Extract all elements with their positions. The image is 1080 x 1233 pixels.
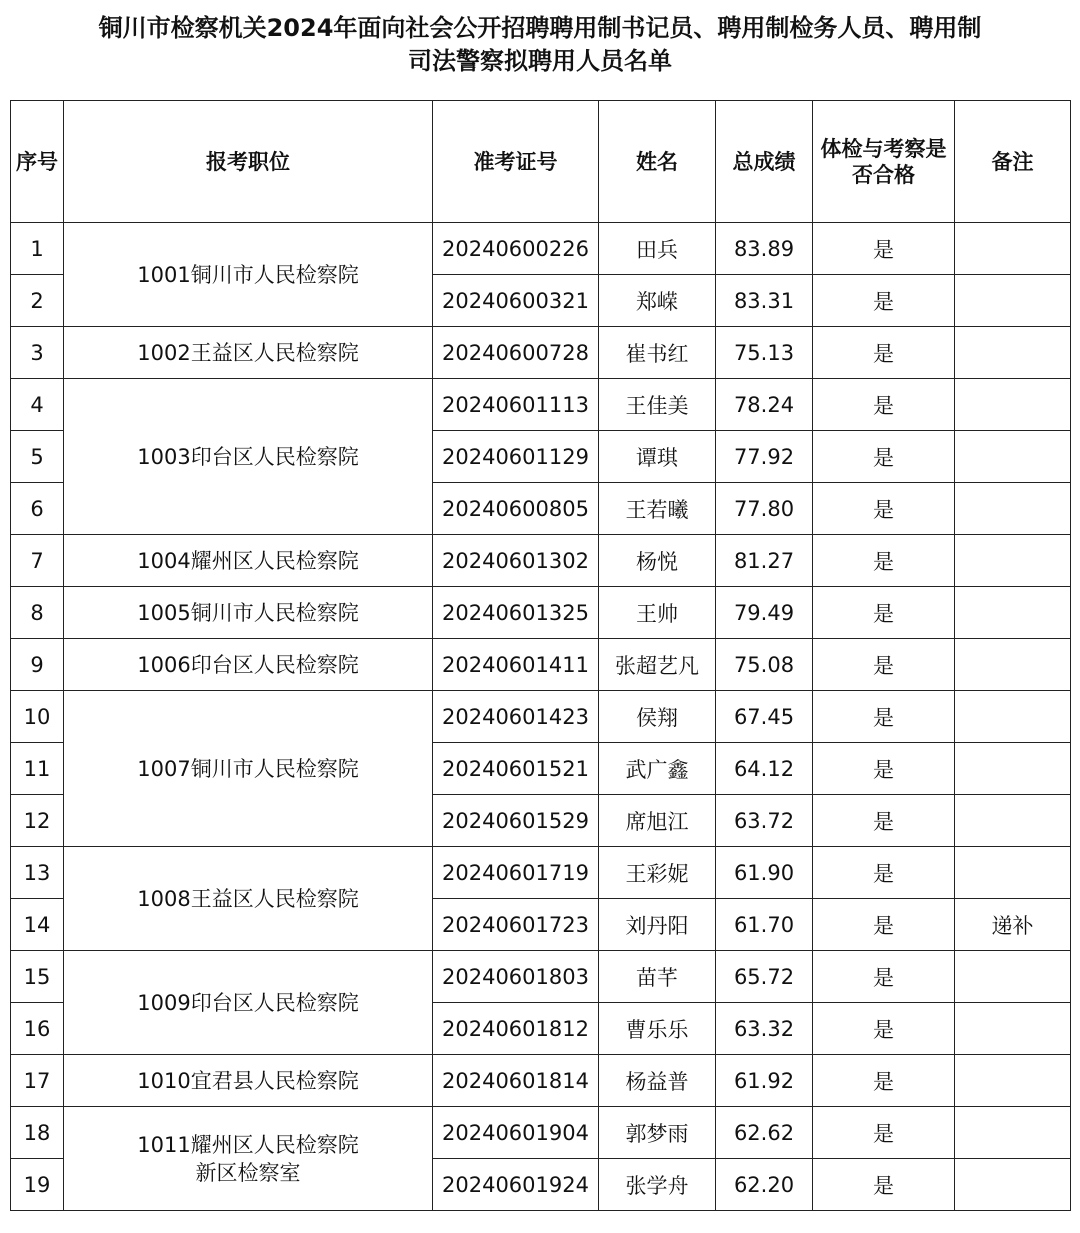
qualified-cell: 是 — [813, 535, 955, 587]
score-cell: 83.31 — [716, 275, 813, 327]
score-cell: 83.89 — [716, 223, 813, 275]
qualified-cell: 是 — [813, 899, 955, 951]
qualified-cell: 是 — [813, 587, 955, 639]
exam-id-cell: 20240601812 — [433, 1003, 599, 1055]
name-cell: 张超艺凡 — [599, 639, 716, 691]
qualified-cell: 是 — [813, 1055, 955, 1107]
position-label: 1011耀州区人民检察院 — [137, 1132, 359, 1157]
header-exam-id: 准考证号 — [433, 101, 599, 223]
qualified-cell: 是 — [813, 639, 955, 691]
score-cell: 62.20 — [716, 1159, 813, 1211]
qualified-cell: 是 — [813, 275, 955, 327]
exam-id-cell: 20240601529 — [433, 795, 599, 847]
position-label: 1006印台区人民检察院 — [137, 652, 359, 677]
score-cell: 63.72 — [716, 795, 813, 847]
position-cell — [64, 587, 433, 639]
table-row — [11, 847, 1071, 899]
title-line-2: 司法警察拟聘用人员名单 — [408, 47, 672, 75]
qualified-cell: 是 — [813, 1159, 955, 1211]
position-label: 1003印台区人民检察院 — [137, 444, 359, 469]
candidate-table — [10, 100, 1071, 1211]
seq-cell: 2 — [11, 275, 64, 327]
position-label: 1009印台区人民检察院 — [137, 990, 359, 1015]
exam-id-cell: 20240601325 — [433, 587, 599, 639]
seq-cell: 3 — [11, 327, 64, 379]
table-row — [11, 587, 1071, 639]
position-label: 新区检察室 — [195, 1160, 301, 1185]
name-cell: 张学舟 — [599, 1159, 716, 1211]
score-cell: 67.45 — [716, 691, 813, 743]
position-cell — [64, 1055, 433, 1107]
seq-cell: 13 — [11, 847, 64, 899]
score-cell: 75.08 — [716, 639, 813, 691]
seq-cell: 11 — [11, 743, 64, 795]
seq-cell: 10 — [11, 691, 64, 743]
header-remark: 备注 — [955, 101, 1071, 223]
qualified-cell: 是 — [813, 327, 955, 379]
score-cell: 81.27 — [716, 535, 813, 587]
remark-cell — [955, 327, 1071, 379]
position-label: 1005铜川市人民检察院 — [137, 600, 359, 625]
position-label: 1002王益区人民检察院 — [137, 340, 359, 365]
seq-cell: 18 — [11, 1107, 64, 1159]
name-cell: 王彩妮 — [599, 847, 716, 899]
seq-cell: 9 — [11, 639, 64, 691]
exam-id-cell: 20240600805 — [433, 483, 599, 535]
exam-id-cell: 20240600226 — [433, 223, 599, 275]
remark-cell — [955, 1107, 1071, 1159]
position-cell — [64, 639, 433, 691]
exam-id-cell: 20240601113 — [433, 379, 599, 431]
name-cell: 曹乐乐 — [599, 1003, 716, 1055]
name-cell: 郭梦雨 — [599, 1107, 716, 1159]
header-position: 报考职位 — [64, 101, 433, 223]
remark-cell — [955, 795, 1071, 847]
name-cell: 侯翔 — [599, 691, 716, 743]
qualified-cell: 是 — [813, 743, 955, 795]
exam-id-cell: 20240601129 — [433, 431, 599, 483]
exam-id-cell: 20240601723 — [433, 899, 599, 951]
seq-cell: 1 — [11, 223, 64, 275]
remark-cell — [955, 535, 1071, 587]
table-row — [11, 223, 1071, 275]
header-score: 总成绩 — [716, 101, 813, 223]
table-row — [11, 1055, 1071, 1107]
qualified-cell: 是 — [813, 951, 955, 1003]
name-cell: 郑嵘 — [599, 275, 716, 327]
seq-cell: 17 — [11, 1055, 64, 1107]
page-title — [0, 12, 1080, 78]
exam-id-cell: 20240601302 — [433, 535, 599, 587]
score-cell: 79.49 — [716, 587, 813, 639]
remark-cell — [955, 639, 1071, 691]
score-cell: 64.12 — [716, 743, 813, 795]
seq-cell: 4 — [11, 379, 64, 431]
remark-cell — [955, 847, 1071, 899]
score-cell: 77.92 — [716, 431, 813, 483]
score-cell: 63.32 — [716, 1003, 813, 1055]
position-label: 1007铜川市人民检察院 — [137, 756, 359, 781]
position-label: 1004耀州区人民检察院 — [137, 548, 359, 573]
table-row — [11, 951, 1071, 1003]
remark-cell — [955, 431, 1071, 483]
qualified-cell: 是 — [813, 847, 955, 899]
name-cell: 席旭江 — [599, 795, 716, 847]
header-qualified-line2: 否合格 — [852, 162, 915, 187]
name-cell: 王帅 — [599, 587, 716, 639]
name-cell: 武广鑫 — [599, 743, 716, 795]
remark-cell — [955, 1159, 1071, 1211]
score-cell: 61.70 — [716, 899, 813, 951]
position-cell — [64, 535, 433, 587]
exam-id-cell: 20240601521 — [433, 743, 599, 795]
header-qualified — [813, 101, 955, 223]
seq-cell: 16 — [11, 1003, 64, 1055]
position-cell — [64, 847, 433, 951]
exam-id-cell: 20240601719 — [433, 847, 599, 899]
table-body — [11, 223, 1071, 1211]
remark-cell — [955, 743, 1071, 795]
name-cell: 王佳美 — [599, 379, 716, 431]
score-cell: 78.24 — [716, 379, 813, 431]
header-seq: 序号 — [11, 101, 64, 223]
table-row — [11, 535, 1071, 587]
name-cell: 刘丹阳 — [599, 899, 716, 951]
remark-cell — [955, 1055, 1071, 1107]
score-cell: 61.92 — [716, 1055, 813, 1107]
table-row — [11, 1107, 1071, 1159]
title-line-1: 铜川市检察机关2024年面向社会公开招聘聘用制书记员、聘用制检务人员、聘用制 — [98, 14, 982, 42]
seq-cell: 14 — [11, 899, 64, 951]
remark-cell — [955, 275, 1071, 327]
name-cell: 杨悦 — [599, 535, 716, 587]
remark-cell — [955, 1003, 1071, 1055]
position-label: 1010宜君县人民检察院 — [137, 1068, 359, 1093]
position-cell — [64, 1107, 433, 1211]
exam-id-cell: 20240601904 — [433, 1107, 599, 1159]
name-cell: 苗芊 — [599, 951, 716, 1003]
name-cell: 崔书红 — [599, 327, 716, 379]
remark-cell — [955, 223, 1071, 275]
exam-id-cell: 20240601814 — [433, 1055, 599, 1107]
position-cell — [64, 951, 433, 1055]
exam-id-cell: 20240601924 — [433, 1159, 599, 1211]
remark-cell — [955, 587, 1071, 639]
position-label: 1001铜川市人民检察院 — [137, 262, 359, 287]
qualified-cell: 是 — [813, 483, 955, 535]
exam-id-cell: 20240600728 — [433, 327, 599, 379]
score-cell: 62.62 — [716, 1107, 813, 1159]
score-cell: 65.72 — [716, 951, 813, 1003]
qualified-cell: 是 — [813, 691, 955, 743]
seq-cell: 6 — [11, 483, 64, 535]
remark-cell — [955, 951, 1071, 1003]
exam-id-cell: 20240601411 — [433, 639, 599, 691]
qualified-cell: 是 — [813, 795, 955, 847]
table-row — [11, 379, 1071, 431]
position-cell — [64, 327, 433, 379]
remark-cell: 递补 — [955, 899, 1071, 951]
name-cell: 谭琪 — [599, 431, 716, 483]
score-cell: 75.13 — [716, 327, 813, 379]
name-cell: 杨益普 — [599, 1055, 716, 1107]
position-cell — [64, 223, 433, 327]
exam-id-cell: 20240601423 — [433, 691, 599, 743]
qualified-cell: 是 — [813, 1107, 955, 1159]
seq-cell: 8 — [11, 587, 64, 639]
name-cell: 王若曦 — [599, 483, 716, 535]
qualified-cell: 是 — [813, 379, 955, 431]
table-row — [11, 691, 1071, 743]
score-cell: 77.80 — [716, 483, 813, 535]
seq-cell: 12 — [11, 795, 64, 847]
qualified-cell: 是 — [813, 1003, 955, 1055]
header-qualified-line1: 体检与考察是 — [820, 136, 947, 161]
exam-id-cell: 20240601803 — [433, 951, 599, 1003]
score-cell: 61.90 — [716, 847, 813, 899]
remark-cell — [955, 483, 1071, 535]
seq-cell: 5 — [11, 431, 64, 483]
seq-cell: 7 — [11, 535, 64, 587]
exam-id-cell: 20240600321 — [433, 275, 599, 327]
seq-cell: 19 — [11, 1159, 64, 1211]
header-row — [11, 101, 1071, 223]
seq-cell: 15 — [11, 951, 64, 1003]
qualified-cell: 是 — [813, 223, 955, 275]
position-cell — [64, 379, 433, 535]
table-row — [11, 639, 1071, 691]
header-name: 姓名 — [599, 101, 716, 223]
table-row — [11, 327, 1071, 379]
position-label: 1008王益区人民检察院 — [137, 886, 359, 911]
remark-cell — [955, 691, 1071, 743]
position-cell — [64, 691, 433, 847]
qualified-cell: 是 — [813, 431, 955, 483]
remark-cell — [955, 379, 1071, 431]
name-cell: 田兵 — [599, 223, 716, 275]
